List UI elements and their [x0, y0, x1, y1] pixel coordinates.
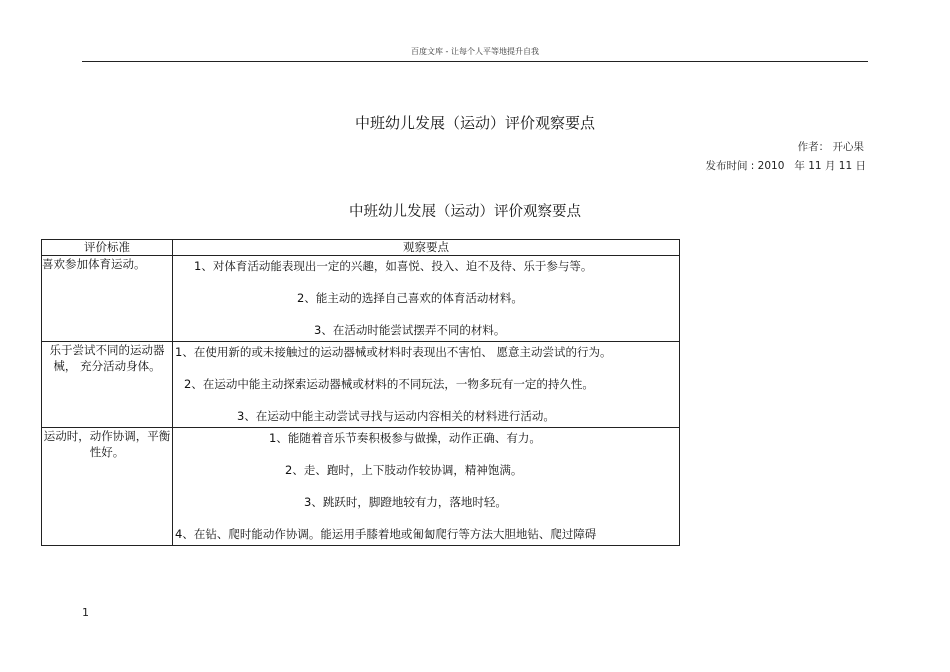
header-standard: 评价标准: [42, 240, 173, 256]
table-header-row: [42, 240, 680, 256]
observation-point: 1、对体育活动能表现出一定的兴趣，如喜悦、投入、迫不及待、乐于参与等。: [194, 259, 593, 273]
author-line: 作者： 开心果: [797, 141, 864, 153]
points-cell: [173, 342, 680, 428]
table-row: [42, 428, 680, 546]
observation-point: 4、在钻、爬时能动作协调。能运用手膝着地或匍匐爬行等方法大胆地钻、爬过障碍: [175, 527, 597, 541]
observation-point: 3、在运动中能主动尝试寻找与运动内容相关的材料进行活动。: [237, 409, 555, 423]
header-divider: [82, 61, 868, 62]
observation-point: 1、能随着音乐节奏积极参与做操，动作正确、有力。: [269, 431, 541, 445]
table-title: 中班幼儿发展（运动）评价观察要点: [349, 204, 581, 220]
points-cell: [173, 256, 680, 342]
observation-point: 3、在活动时能尝试摆弄不同的材料。: [314, 323, 506, 337]
page-number: 1: [82, 606, 89, 619]
points-cell: [173, 428, 680, 546]
header-points: 观察要点: [173, 240, 680, 256]
observation-point: 1、在使用新的或未接触过的运动器械或材料时表现出不害怕、 愿意主动尝试的行为。: [175, 345, 612, 359]
observation-point: 2、在运动中能主动探索运动器械或材料的不同玩法，一物多玩有一定的持久性。: [184, 377, 594, 391]
evaluation-table: [41, 239, 680, 546]
observation-point: 2、能主动的选择自己喜欢的体育活动材料。: [297, 291, 523, 305]
observation-point: 3、跳跃时，脚蹬地较有力，落地时轻。: [304, 495, 507, 509]
observation-point: 2、走、跑时，上下肢动作较协调，精神饱满。: [285, 463, 523, 477]
standard-cell: 运动时，动作协调，平衡性好。: [42, 428, 173, 546]
publish-date-line: 发布时间 : 2010 年 11 月 11 日: [705, 160, 866, 172]
table-row: [42, 256, 680, 342]
standard-cell: 喜欢参加体育运动。: [42, 256, 173, 342]
page-header-text: 百度文库 - 让每个人平等地提升自我: [411, 47, 539, 56]
table-row: [42, 342, 680, 428]
document-title: 中班幼儿发展（运动）评价观察要点: [354, 114, 595, 132]
standard-cell: 乐于尝试不同的运动器械， 充分活动身体。: [42, 342, 173, 428]
